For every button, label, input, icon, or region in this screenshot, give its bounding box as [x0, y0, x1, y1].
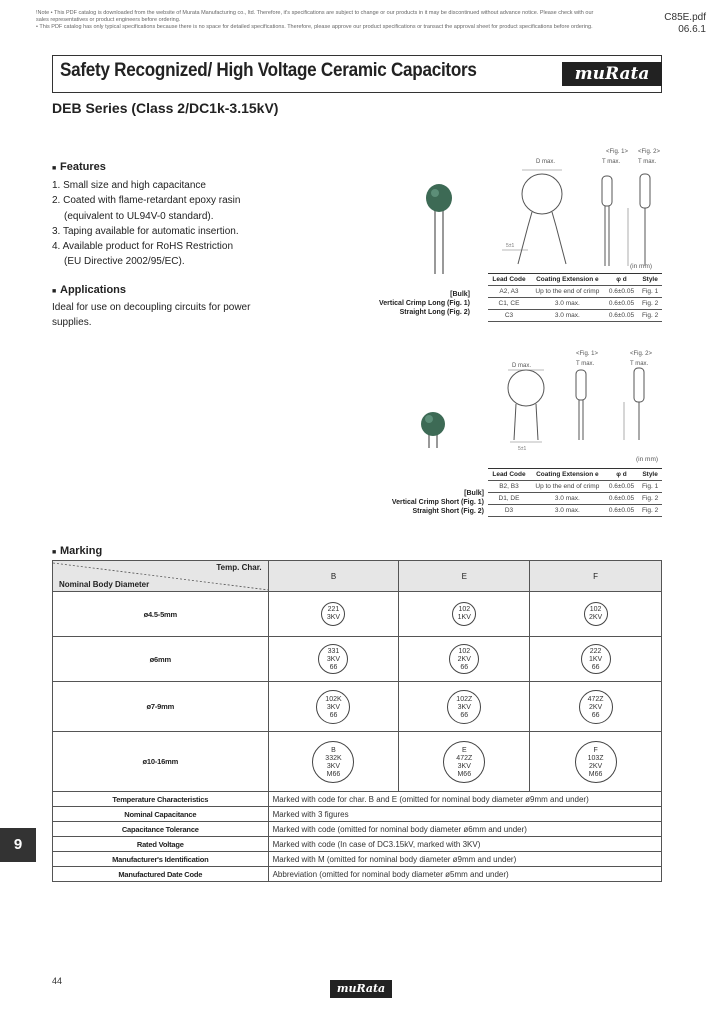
info-desc: Marked with 3 figures [268, 807, 661, 822]
square-bullet-icon: ■ [52, 288, 57, 295]
unit-label: (in mm) [636, 456, 659, 463]
applications-heading: ■ Applications [52, 284, 127, 296]
marking-size-row [53, 637, 662, 682]
size-label: ø6mm [53, 637, 269, 682]
list-item: 3. Taping available for automatic insertion. [52, 225, 239, 237]
document-id [664, 12, 706, 36]
note-line: • This PDF catalog has only typical specifications because there is no space for detailed specifications. Therefore, please approve our product specifications or transact the approval sheet for product specifications before ordering. [36, 24, 593, 30]
table-row: D1, DE 3.0 max. 0.6±0.05 Fig. 2 [488, 493, 662, 505]
info-label: Capacitance Tolerance [53, 822, 269, 837]
marking-symbol: 331 3KV 66 [318, 644, 348, 674]
info-desc: Marked with code (omitted for nominal body diameter ø6mm and under) [268, 822, 661, 837]
note-line: sales representatives or product engineers before ordering. [36, 17, 181, 23]
info-desc: Marked with M (omitted for nominal body diameter ø9mm and under) [268, 852, 661, 867]
murata-logo: muRata [562, 62, 662, 86]
list-item: (EU Directive 2002/95/EC). [64, 256, 185, 268]
table-header: φ d [605, 469, 638, 481]
table-header: φ d [605, 274, 638, 286]
info-desc: Marked with code (In case of DC3.15kV, marked with 3KV) [268, 837, 661, 852]
lead-code-table-long [488, 273, 662, 322]
size-label: ø4.5-5mm [53, 592, 269, 637]
marking-info-row [53, 852, 662, 867]
marking-info-row [53, 837, 662, 852]
marking-info-row [53, 807, 662, 822]
section-tab: 9 [0, 828, 36, 862]
fig2-label: <Fig. 2> [638, 149, 661, 155]
nominal-diameter-label: Nominal Body Diameter [59, 580, 150, 589]
fig2-label: <Fig. 2> [630, 351, 653, 357]
svg-text:5±1: 5±1 [506, 243, 515, 249]
list-item: 1. Small size and high capacitance [52, 180, 206, 191]
fig1-label: <Fig. 1> [606, 149, 629, 155]
marking-symbol: 102Z 3KV 66 [447, 690, 481, 724]
marking-symbol: B 332K 3KV M66 [312, 741, 354, 783]
column-header-f: F [530, 561, 662, 592]
list-item: 2. Coated with flame-retardant epoxy rasin [52, 195, 241, 207]
list-item: 4. Available product for RoHS Restriction [52, 241, 234, 253]
marking-size-row [53, 732, 662, 792]
marking-info-row [53, 822, 662, 837]
tmax-label: T max. [576, 361, 595, 367]
table-header: Style [638, 274, 662, 286]
table-header: Style [638, 469, 662, 481]
tmax-label: T max. [602, 159, 621, 165]
size-label: ø7-9mm [53, 682, 269, 732]
size-label: ø10-16mm [53, 732, 269, 792]
info-desc: Abbreviation (omitted for nominal body diameter ø5mm and under) [268, 867, 661, 882]
marking-symbol: 102 2KV [584, 602, 608, 626]
diagonal-header-cell [53, 561, 269, 592]
note-line: !Note • This PDF catalog is downloaded from the website of Murata Manufacturing co., ltd. Therefore, it's specifications are subject to change or our products in it may be discontinued without advance notice. Please check with our [36, 10, 594, 16]
dimension-drawing-long [488, 146, 664, 272]
bulk-long-caption: [Bulk] Vertical Crimp Long (Fig. 1) Straight Long (Fig. 2) [378, 291, 470, 316]
doc-filename: C85E.pdf [664, 12, 706, 23]
table-header: Lead Code [488, 274, 530, 286]
svg-text:5±1: 5±1 [518, 446, 527, 452]
features-heading: ■ Features [52, 161, 106, 173]
marking-info-row [53, 867, 662, 882]
applications-text: Ideal for use on decoupling circuits for power supplies. [52, 302, 251, 328]
table-header-row [488, 274, 662, 286]
marking-info-row [53, 792, 662, 807]
fig1-label: <Fig. 1> [576, 351, 599, 357]
marking-header-row [53, 561, 662, 592]
unit-label: (in mm) [630, 263, 653, 270]
table-header: Coating Extension e [530, 274, 605, 286]
bulk-short-caption: [Bulk] Vertical Crimp Short (Fig. 1) Straight Short (Fig. 2) [391, 490, 484, 515]
page-number: 44 [52, 976, 63, 986]
info-label: Manufacturer's Identification [53, 852, 269, 867]
disclaimer-note [36, 10, 636, 31]
table-row: C1, CE 3.0 max. 0.6±0.05 Fig. 2 [488, 298, 662, 310]
murata-footer-logo: muRata [330, 980, 392, 998]
marking-heading: ■ Marking [52, 545, 103, 557]
square-bullet-icon: ■ [52, 549, 57, 556]
dmax-label: D max. [512, 363, 532, 369]
tmax-label-2: T max. [630, 361, 649, 367]
info-label: Rated Voltage [53, 837, 269, 852]
marking-symbol: 221 3KV [321, 602, 345, 626]
column-header-e: E [399, 561, 530, 592]
table-row: C3 3.0 max. 0.6±0.05 Fig. 2 [488, 310, 662, 322]
marking-symbol: 102 2KV 66 [449, 644, 479, 674]
table-row: A2, A3 Up to the end of crimp 0.6±0.05 Fig. 1 [488, 286, 662, 298]
series-title: DEB Series (Class 2/DC1k-3.15kV) [52, 100, 279, 116]
list-item: (equivalent to UL94V-0 standard). [64, 210, 214, 222]
info-desc: Marked with code for char. B and E (omitted for nominal body diameter ø9mm and under) [268, 792, 661, 807]
marking-symbol: 222 1KV 66 [581, 644, 611, 674]
table-row: D3 3.0 max. 0.6±0.05 Fig. 2 [488, 505, 662, 517]
column-header-b: B [268, 561, 399, 592]
table-row: B2, B3 Up to the end of crimp 0.6±0.05 Fig. 1 [488, 481, 662, 493]
info-label: Manufactured Date Code [53, 867, 269, 882]
temp-char-label: Temp. Char. [216, 563, 262, 572]
square-bullet-icon: ■ [52, 165, 57, 172]
marking-symbol: 102K 3KV 66 [316, 690, 350, 724]
marking-table [52, 560, 662, 882]
marking-size-row [53, 592, 662, 637]
info-label: Nominal Capacitance [53, 807, 269, 822]
lead-code-table-short [488, 468, 662, 517]
marking-symbol: F 103Z 2KV M66 [575, 741, 617, 783]
tmax-label-2: T max. [638, 159, 657, 165]
table-header: Lead Code [488, 469, 530, 481]
table-header: Coating Extension e [530, 469, 605, 481]
capacitor-photo-short [418, 410, 448, 448]
doc-date: 06.6.1 [678, 24, 706, 35]
capacitor-photo-long [418, 182, 458, 277]
marking-symbol: E 472Z 3KV M66 [443, 741, 485, 783]
marking-symbol: 472Z 2KV 66 [579, 690, 613, 724]
marking-symbol: 102 1KV [452, 602, 476, 626]
table-header-row [488, 469, 662, 481]
marking-size-row [53, 682, 662, 732]
features-list [52, 178, 240, 270]
page-title: Safety Recognized/ High Voltage Ceramic Capacitors [60, 60, 477, 81]
dimension-drawing-short [488, 348, 664, 456]
dmax-label: D max. [536, 159, 556, 165]
info-label: Temperature Characteristics [53, 792, 269, 807]
